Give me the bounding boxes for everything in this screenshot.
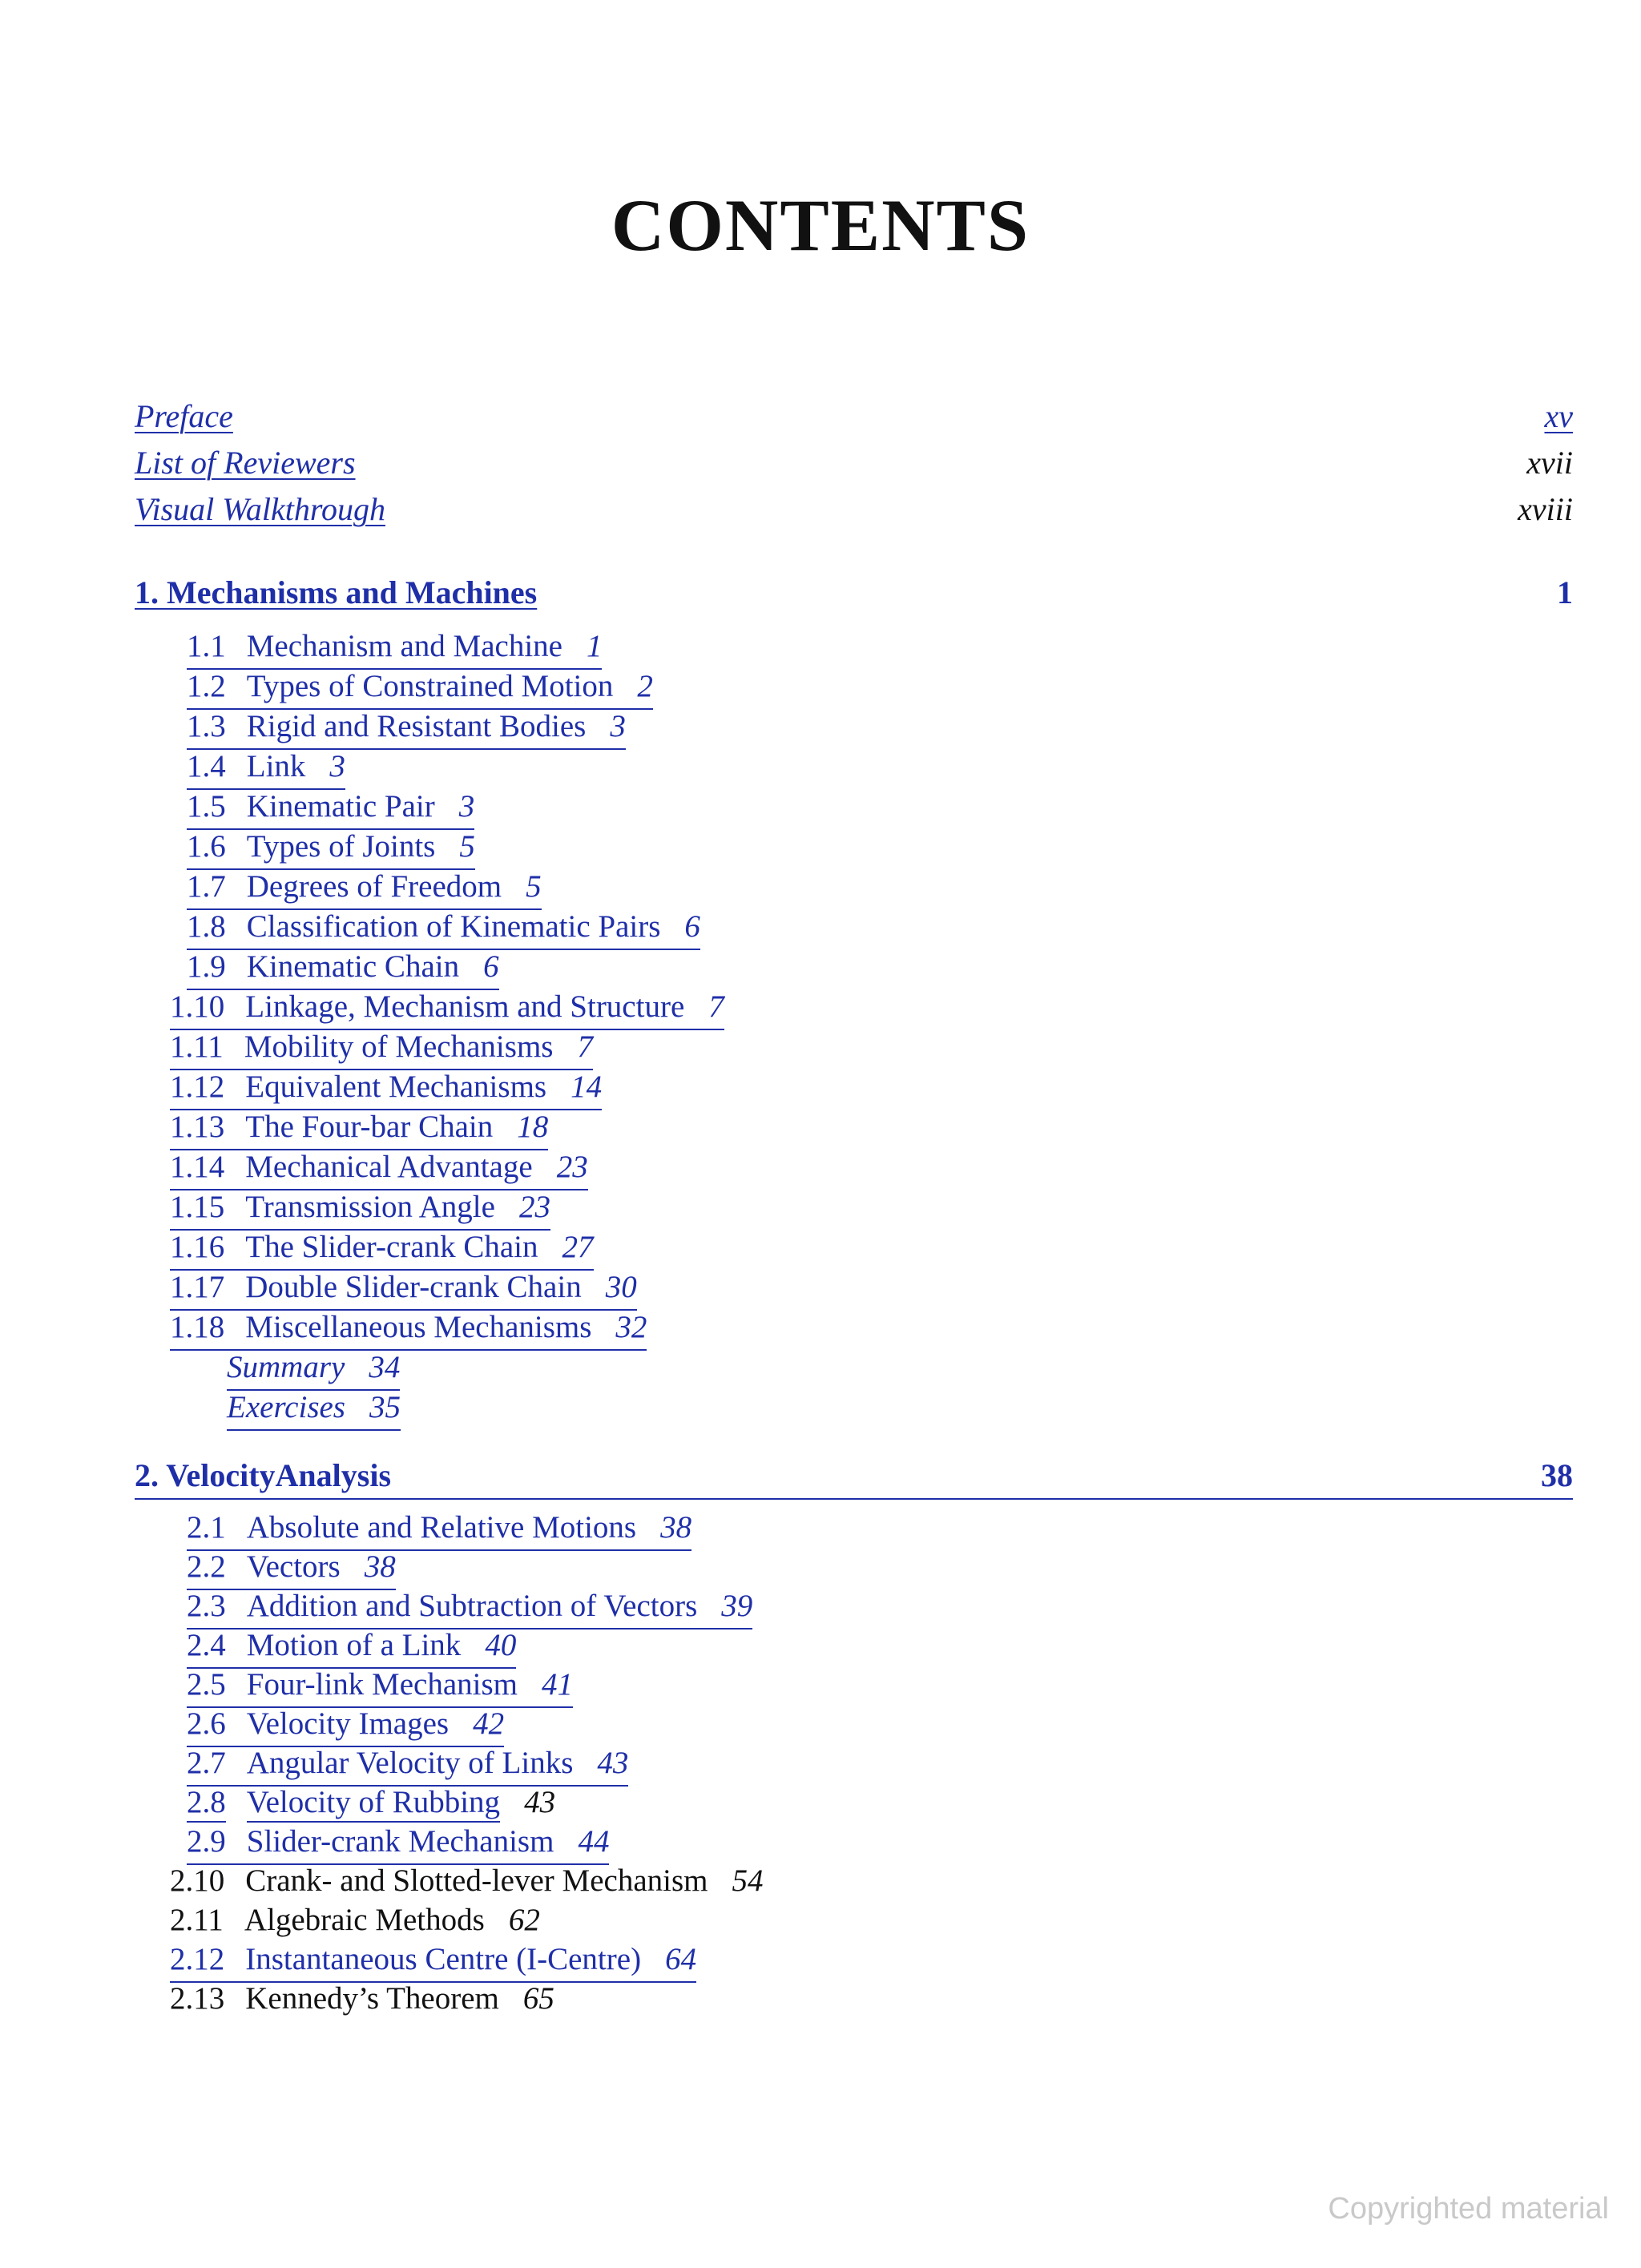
section-title: Addition and Subtraction of Vectors (246, 1589, 698, 1623)
toc-entry-label[interactable]: Visual Walkthrough (135, 491, 385, 527)
section-page: 27 (562, 1230, 594, 1264)
toc-section-2-5[interactable] (187, 1666, 573, 1708)
toc-section-1-15[interactable] (170, 1189, 550, 1231)
toc-section-2-12[interactable] (170, 1941, 696, 1983)
toc-section-1-18[interactable] (170, 1309, 647, 1351)
toc-section-2-9[interactable] (187, 1823, 609, 1865)
toc-section-2-4[interactable] (187, 1627, 516, 1669)
section-number: 2.3 (187, 1589, 226, 1623)
section-number: 1.17 (170, 1270, 225, 1304)
section-page: 43 (597, 1746, 629, 1780)
section-title: Rigid and Resistant Bodies (246, 709, 587, 743)
section-title: Double Slider-crank Chain (245, 1270, 582, 1304)
toc-section-2-8[interactable] (187, 1784, 555, 1824)
toc-entry-label[interactable]: List of Reviewers (135, 445, 356, 481)
section-page: 35 (369, 1390, 401, 1424)
section-title: Kinematic Chain (246, 949, 460, 984)
toc-section-2-2[interactable] (187, 1549, 396, 1590)
section-page: 43 (524, 1785, 556, 1819)
section-page: 38 (660, 1510, 692, 1545)
toc-section-2-10 (170, 1863, 764, 1903)
section-page: 30 (605, 1270, 637, 1304)
chapter-title[interactable]: 2. VelocityAnalysis (135, 1457, 392, 1493)
toc-section-1-11[interactable] (170, 1029, 593, 1070)
section-title: Equivalent Mechanisms (245, 1070, 547, 1104)
toc-section-1-6[interactable] (187, 828, 475, 870)
toc-section-2-3[interactable] (187, 1588, 752, 1629)
section-number: 2.11 (170, 1903, 224, 1937)
section-number: 2.9 (187, 1824, 226, 1859)
section-number: 1.3 (187, 709, 226, 743)
section-page: 39 (721, 1589, 753, 1623)
toc-section-1-10[interactable] (170, 989, 724, 1030)
section-title: Exercises (227, 1390, 345, 1424)
section-title: Classification of Kinematic Pairs (246, 909, 661, 944)
section-number: 2.1 (187, 1510, 226, 1545)
section-number: 1.4 (187, 749, 226, 784)
toc-exercises[interactable] (227, 1389, 401, 1431)
section-title: Types of Constrained Motion (246, 669, 614, 703)
chapter-title[interactable]: 1. Mechanisms and Machines (135, 574, 538, 610)
section-title: Kennedy’s Theorem (245, 1981, 499, 2016)
toc-section-1-8[interactable] (187, 908, 700, 950)
section-number: 1.6 (187, 829, 226, 864)
section-page: 40 (485, 1628, 517, 1662)
section-number: 2.6 (187, 1706, 226, 1741)
section-number: 1.1 (187, 629, 226, 663)
section-title: Transmission Angle (245, 1190, 495, 1224)
toc-section-1-5[interactable] (187, 788, 474, 830)
toc-section-1-4[interactable] (187, 748, 345, 790)
section-number: 1.2 (187, 669, 226, 703)
section-title: Motion of a Link (246, 1628, 462, 1662)
toc-summary[interactable] (227, 1349, 400, 1391)
chapter-page[interactable]: 38 (1541, 1457, 1573, 1493)
section-number: 1.7 (187, 869, 226, 904)
section-title: Crank- and Slotted-lever Mechanism (245, 1863, 708, 1898)
toc-section-2-6[interactable] (187, 1706, 504, 1747)
section-page: 38 (364, 1549, 396, 1584)
toc-entry-visual-walkthrough[interactable] (135, 490, 1573, 529)
section-page: 41 (542, 1667, 574, 1702)
section-title: Mechanical Advantage (245, 1150, 533, 1184)
toc-section-1-2[interactable] (187, 668, 653, 710)
section-page: 44 (578, 1824, 610, 1859)
copyright-watermark: Copyrighted material (1328, 2192, 1609, 2226)
section-page: 1 (586, 629, 603, 663)
section-page: 64 (665, 1942, 697, 1976)
toc-section-2-7[interactable] (187, 1745, 628, 1787)
section-number: 2.10 (170, 1863, 225, 1898)
toc-entry-preface[interactable] (135, 397, 1573, 436)
section-title: Miscellaneous Mechanisms (245, 1310, 592, 1344)
section-page: 65 (522, 1981, 554, 2016)
page-title: CONTENTS (611, 184, 1030, 266)
section-page: 42 (473, 1706, 505, 1741)
toc-section-1-3[interactable] (187, 708, 626, 750)
section-number: 1.12 (170, 1070, 225, 1104)
section-number: 2.4 (187, 1628, 226, 1662)
toc-section-1-9[interactable] (187, 949, 499, 990)
section-page: 14 (571, 1070, 603, 1104)
section-title: Kinematic Pair (246, 789, 435, 824)
section-title: Vectors (246, 1549, 341, 1584)
section-page: 5 (526, 869, 542, 904)
section-title: Velocity of Rubbing (247, 1784, 500, 1823)
toc-section-1-12[interactable] (170, 1069, 602, 1110)
section-title: Types of Joints (246, 829, 436, 864)
section-page: 34 (369, 1350, 401, 1384)
section-title: Mechanism and Machine (246, 629, 562, 663)
section-page: 2 (637, 669, 653, 703)
section-title: Instantaneous Centre (I-Centre) (245, 1942, 642, 1976)
section-number: 1.15 (170, 1190, 225, 1224)
toc-section-1-1[interactable] (187, 628, 602, 670)
section-title: Link (246, 749, 306, 784)
toc-section-2-1[interactable] (187, 1509, 691, 1551)
section-title: Degrees of Freedom (246, 869, 502, 904)
toc-section-1-16[interactable] (170, 1229, 594, 1271)
section-title: Angular Velocity of Links (246, 1746, 574, 1780)
section-page: 23 (518, 1190, 550, 1224)
section-page: 23 (556, 1150, 588, 1184)
chapter-2-heading[interactable] (135, 1456, 1573, 1500)
section-number: 1.13 (170, 1110, 225, 1144)
section-number: 2.12 (170, 1942, 225, 1976)
section-number: 1.8 (187, 909, 226, 944)
section-page: 54 (732, 1863, 764, 1898)
section-number: 2.13 (170, 1981, 225, 2016)
section-title: Absolute and Relative Motions (246, 1510, 637, 1545)
section-number: 1.14 (170, 1150, 225, 1184)
toc-section-1-14[interactable] (170, 1149, 588, 1190)
toc-section-1-13[interactable] (170, 1109, 548, 1150)
section-number: 2.8 (187, 1784, 226, 1823)
section-title: The Four-bar Chain (245, 1110, 494, 1144)
chapter-page[interactable]: 1 (1557, 574, 1573, 610)
toc-section-2-11 (170, 1902, 540, 1942)
toc-entry-page: xviii (1518, 491, 1573, 527)
toc-entry-page: xvii (1526, 445, 1573, 481)
section-title: Velocity Images (246, 1706, 450, 1741)
section-number: 1.10 (170, 989, 225, 1024)
section-page: 3 (329, 749, 345, 784)
section-page: 18 (517, 1110, 549, 1144)
section-number: 2.5 (187, 1667, 226, 1702)
toc-section-1-7[interactable] (187, 868, 542, 910)
section-page: 32 (615, 1310, 647, 1344)
section-number: 1.16 (170, 1230, 225, 1264)
section-page: 7 (708, 989, 724, 1024)
section-page: 6 (483, 949, 499, 984)
toc-entry-label[interactable]: Preface (135, 398, 233, 434)
section-title: Algebraic Methods (244, 1903, 485, 1937)
toc-section-2-13 (170, 1980, 554, 2020)
section-number: 1.5 (187, 789, 226, 824)
section-number: 2.7 (187, 1746, 226, 1780)
toc-section-1-17[interactable] (170, 1269, 637, 1311)
toc-entry-page[interactable]: xv (1544, 398, 1573, 434)
toc-entry-list-of-reviewers[interactable] (135, 444, 1573, 482)
section-title: Summary (227, 1350, 345, 1384)
section-page: 7 (577, 1029, 593, 1064)
section-title: Linkage, Mechanism and Structure (245, 989, 685, 1024)
section-title: Mobility of Mechanisms (244, 1029, 554, 1064)
chapter-1-heading[interactable] (135, 574, 1573, 612)
section-page: 5 (459, 829, 475, 864)
section-title: Slider-crank Mechanism (246, 1824, 554, 1859)
section-number: 1.18 (170, 1310, 225, 1344)
section-page: 62 (508, 1903, 540, 1937)
section-number: 2.2 (187, 1549, 226, 1584)
section-title: The Slider-crank Chain (245, 1230, 538, 1264)
section-page: 6 (684, 909, 700, 944)
section-number: 1.9 (187, 949, 226, 984)
section-title: Four-link Mechanism (246, 1667, 518, 1702)
section-page: 3 (458, 789, 475, 824)
section-number: 1.11 (170, 1029, 224, 1064)
section-page: 3 (610, 709, 626, 743)
